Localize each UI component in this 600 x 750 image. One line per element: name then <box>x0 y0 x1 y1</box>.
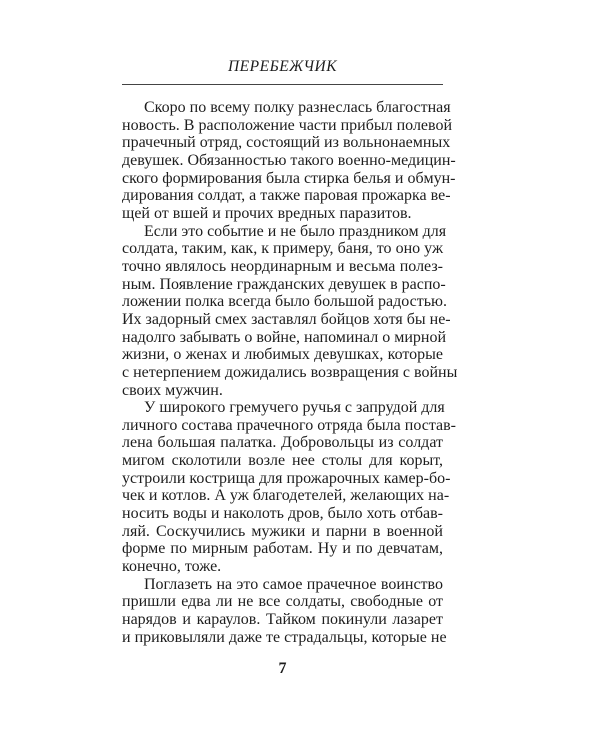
text-line: девушек. Обязанностью такого военно-медицин- <box>122 151 456 169</box>
text-line: Скоро по всему полку разнеслась благостная <box>144 99 451 116</box>
text-line: лена большая палатка. Добровольцы из солдат <box>122 434 443 452</box>
page-number: 7 <box>278 660 287 677</box>
text-line: прачечный отряд, состоящий из вольнонаемных <box>122 134 451 152</box>
text-line: надолго забывать о войне, напоминал о мирной <box>122 328 447 346</box>
text-line: новость. В расположение части прибыл полевой <box>122 116 453 134</box>
text-line: форме по мирным работам. Ну и по девчатам, <box>122 540 443 558</box>
header-rule <box>122 84 443 85</box>
paragraph <box>122 222 458 400</box>
text-line: пришли едва ли не все солдаты, свободные от <box>122 593 443 611</box>
text-line: ляй. Соскучились мужики и парни в военной <box>122 522 443 540</box>
text-line: чек и котлов. А уж благодетелей, желающих на- <box>122 487 450 505</box>
text-line: ным. Появление гражданских девушек в распо- <box>122 275 446 293</box>
text-line: с нетерпением дожидались возвращения с войны <box>122 363 458 381</box>
paragraph <box>122 99 456 223</box>
text-line: ложении полка всегда было большой радостью. <box>122 293 448 311</box>
text-line: Их задорный смех заставлял бойцов хотя бы не- <box>122 310 451 328</box>
page-body <box>122 99 458 646</box>
text-line: конечно, тоже. <box>122 558 222 576</box>
text-line: и приковыляли даже те страдальцы, которые не <box>122 628 447 646</box>
text-line: У широкого гремучего ручья с запрудой для <box>144 399 445 417</box>
text-line: Поглазеть на это самое прачечное воинство <box>144 575 443 593</box>
text-line: точно являлось неординарным и весьма полез- <box>122 257 443 275</box>
text-line: щей от вшей и прочих вредных паразитов. <box>122 204 412 222</box>
text-line: носить воды и наколоть дров, было хоть отбав- <box>122 505 443 523</box>
text-line: мигом сколотили возле нее столы для корыт, <box>122 452 443 470</box>
running-title: ПЕРЕБЕЖЧИК <box>227 58 338 75</box>
text-line: личного состава прачечного отряда была постав- <box>122 416 456 434</box>
paragraph <box>122 399 456 576</box>
text-line: жизни, о женах и любимых девушках, которые <box>122 346 443 364</box>
text-line: Если это событие и не было праздником для <box>144 222 447 240</box>
text-line: солдата, таким, как, к примеру, баня, то оно уж <box>122 240 443 258</box>
text-line: устроили кострища для прожарочных камер-бо- <box>122 469 451 487</box>
text-line: ского формирования была стирка белья и обмун- <box>122 169 456 187</box>
text-line: нарядов и караулов. Тайком покинули лазарет <box>122 611 443 629</box>
text-line: своих мужчин. <box>122 381 223 399</box>
text-line: дирования солдат, а также паровая прожарка ве- <box>122 187 451 205</box>
paragraph <box>122 575 447 647</box>
